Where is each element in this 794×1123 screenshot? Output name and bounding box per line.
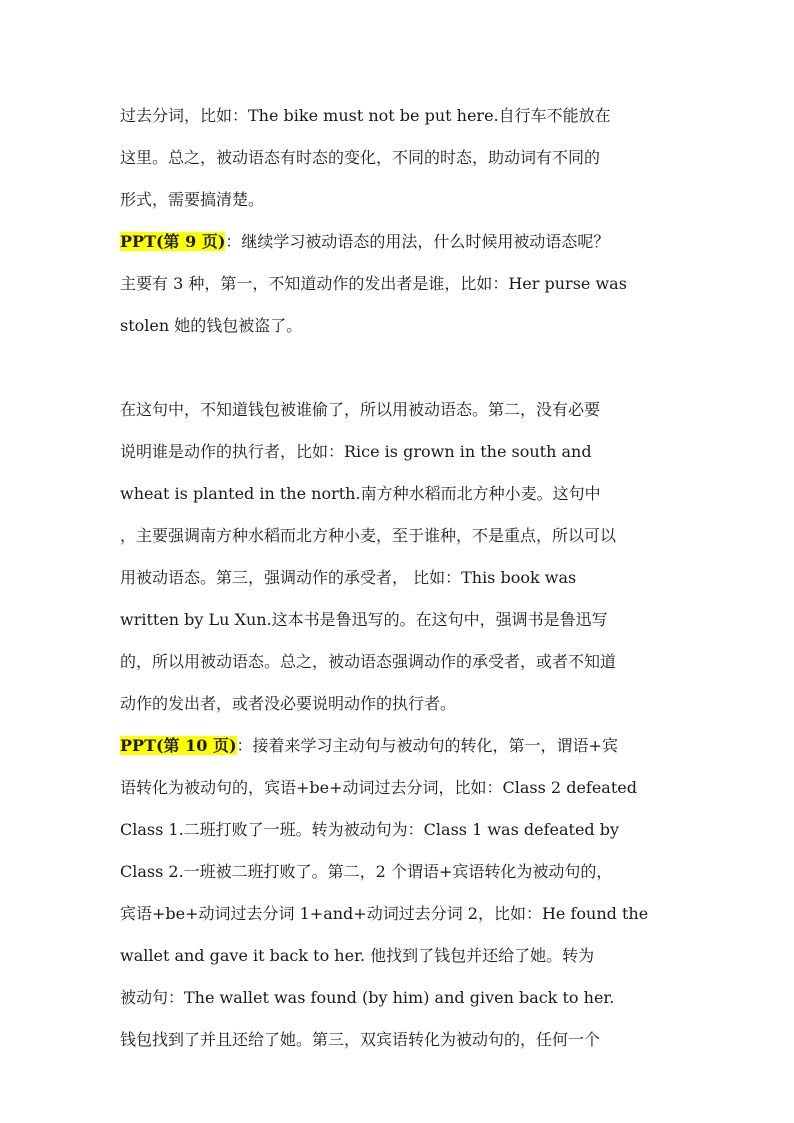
text-line-18: Class 2.一班被二班打败了。第二，2 个谓语+宾语转化为被动句的， xyxy=(120,862,613,881)
text-line-8: 说明谁是动作的执行者，比如：Rice is grown in the south and xyxy=(120,442,592,461)
text-line-15 xyxy=(120,731,680,761)
text-line-9: wheat is planted in the north.南方种水稻而北方种小麦。这句中 xyxy=(120,484,601,503)
text-line-20: wallet and gave it back to her. 他找到了钱包并还给了她。转为 xyxy=(120,946,595,965)
text-line-21: 被动句：The wallet was found (by him) and given back to her. xyxy=(120,988,615,1007)
text-line-11: 用被动语态。第三，强调动作的承受者， 比如：This book was xyxy=(120,568,577,587)
text-line-19: 宾语+be+动词过去分词 1+and+动词过去分词 2，比如：He found the xyxy=(120,904,649,923)
text-line-14: 动作的发出者，或者没必要说明动作的执行者。 xyxy=(120,694,457,713)
text-line-7: 在这句中，不知道钱包被谁偷了，所以用被动语态。第二，没有必要 xyxy=(120,400,601,419)
text-line-13: 的，所以用被动语态。总之，被动语态强调动作的承受者，或者不知道 xyxy=(120,652,617,671)
ppt-page-marker: PPT(第 9 页) xyxy=(120,232,226,251)
text-line-2: 这里。总之，被动语态有时态的变化，不同的时态，助动词有不同的 xyxy=(120,148,601,167)
text-line-17: Class 1.二班打败了一班。转为被动句为：Class 1 was defeated by xyxy=(120,820,620,839)
text-line-16: 语转化为被动句的，宾语+be+动词过去分词，比如：Class 2 defeated xyxy=(120,778,637,797)
text-line-12: written by Lu Xun.这本书是鲁迅写的。在这句中，强调书是鲁迅写 xyxy=(120,610,608,629)
text-line-4 xyxy=(120,227,680,257)
text-line-4-body: ：继续学习被动语态的用法，什么时候用被动语态呢？ xyxy=(225,232,610,251)
text-line-10: ，主要强调南方种水稻而北方种小麦，至于谁种，不是重点，所以可以 xyxy=(120,526,617,545)
ppt-page-marker: PPT(第 10 页) xyxy=(120,736,237,755)
text-line-5: 主要有 3 种，第一，不知道动作的发出者是谁，比如：Her purse was xyxy=(120,274,627,293)
text-line-1: 过去分词，比如：The bike must not be put here.自行车不能放在 xyxy=(120,106,611,125)
text-line-3: 形式，需要搞清楚。 xyxy=(120,190,265,209)
text-line-6: stolen 她的钱包被盗了。 xyxy=(120,316,303,335)
text-line-15-body: ：接着来学习主动句与被动句的转化，第一，谓语+宾 xyxy=(236,736,618,755)
text-line-22: 钱包找到了并且还给了她。第三，双宾语转化为被动句的，任何一个 xyxy=(120,1030,601,1049)
